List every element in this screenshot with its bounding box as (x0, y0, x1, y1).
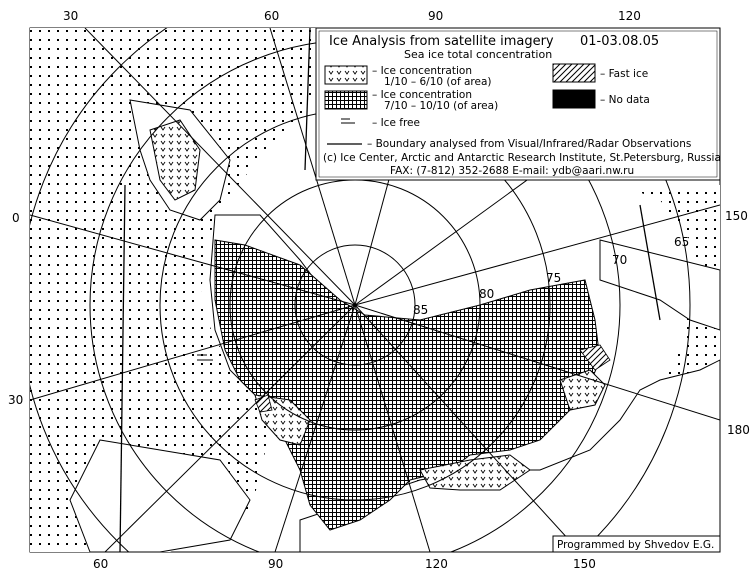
lon-label-bottom-120: 120 (425, 557, 448, 571)
legend-credit: (c) Ice Center, Arctic and Antarctic Research Institute, St.Petersburg, Russia (323, 152, 721, 164)
legend-high-line2: 7/10 – 10/10 (of area) (384, 100, 499, 112)
legend-fast-ice-label: – Fast ice (600, 68, 649, 80)
legend-date: 01-03.08.05 (580, 34, 660, 49)
lon-label-bottom-150: 150 (573, 557, 596, 571)
legend-low-line1: – Ice concentration (372, 65, 472, 77)
legend-no-data-label: – No data (600, 94, 650, 106)
legend-boundary-label: – Boundary analysed from Visual/Infrared/Radar Observations (367, 138, 692, 150)
lat-label-70: 70 (612, 253, 628, 267)
legend-swatch-high-concentration (325, 91, 367, 109)
lon-label-left-30: 30 (8, 393, 24, 407)
lat-label-85: 85 (413, 303, 429, 317)
lon-label-right-180: 180 (727, 423, 750, 437)
legend-subtitle: Sea ice total concentration (404, 48, 553, 61)
lon-label-top-60: 60 (264, 9, 280, 23)
legend-swatch-low-concentration (325, 66, 367, 84)
footer-credit: Programmed by Shvedov E.G. (557, 539, 715, 551)
legend (316, 28, 721, 180)
lat-label-65: 65 (674, 235, 690, 249)
lon-label-top-120: 120 (618, 9, 641, 23)
footer (553, 536, 720, 552)
lat-label-75: 75 (546, 271, 562, 285)
lat-label-80: 80 (479, 287, 495, 301)
lon-label-left-0: 0 (12, 211, 20, 225)
lon-label-top-30: 30 (63, 9, 79, 23)
legend-title: Ice Analysis from satellite imagery (329, 34, 554, 49)
legend-swatch-fast-ice (553, 64, 595, 82)
lon-label-bottom-60: 60 (93, 557, 109, 571)
lon-label-bottom-90: 90 (268, 557, 284, 571)
lon-label-top-90: 90 (428, 9, 444, 23)
legend-ice-free-label: – Ice free (372, 117, 420, 129)
legend-high-line1: – Ice concentration (372, 89, 472, 101)
legend-contact: FAX: (7-812) 352-2688 E-mail: ydb@aari.nw.ru (390, 165, 635, 177)
lon-label-right-150: 150 (725, 209, 748, 223)
legend-low-line2: 1/10 – 6/10 (of area) (384, 76, 492, 88)
legend-swatch-no-data (553, 90, 595, 108)
